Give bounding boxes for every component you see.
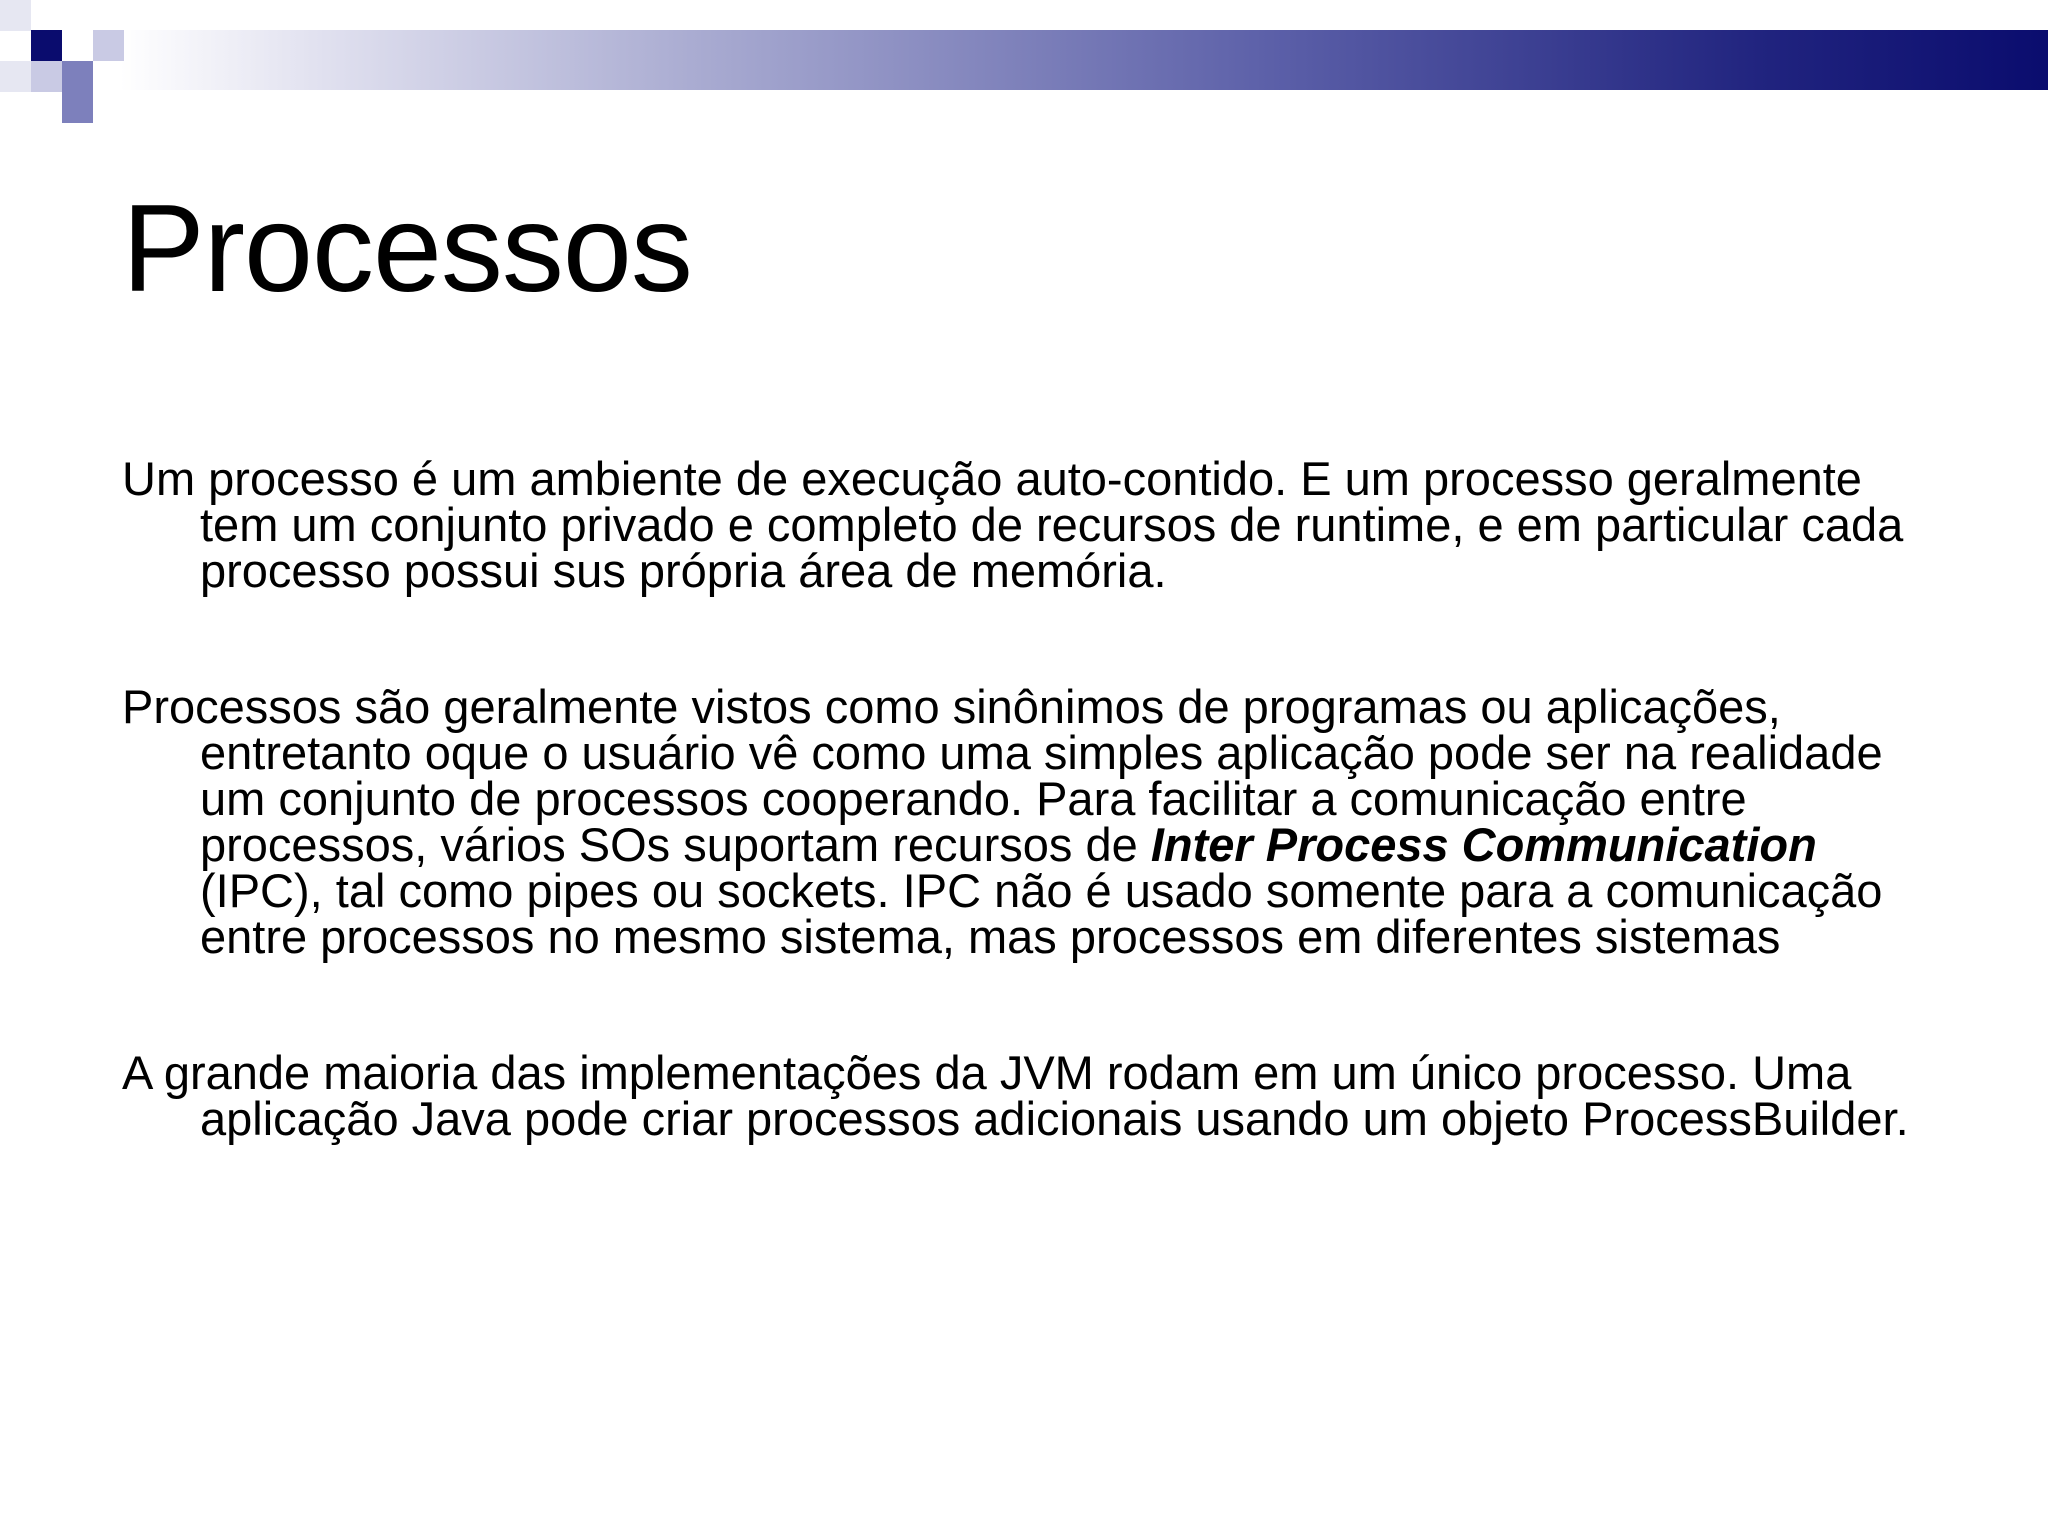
- paragraph-2-text-before: Processos são geralmente vistos como sinônimos de programas ou aplicações, entretanto oque o usuário vê como uma simples aplicação pode ser na realidade um conjunto de processos cooperando. Para facilitar a comunicação entre processos, vários SOs suportam recursos de: [122, 680, 1883, 871]
- ipc-emphasis: Inter Process Communication: [1150, 818, 1817, 871]
- slide-title: Processos: [122, 180, 692, 318]
- paragraph-3: A grande maioria das implementações da JVM rodam em um único processo. Uma aplicação Java pode criar processos adicionais usando um objeto ProcessBuilder.: [122, 1046, 1909, 1145]
- decor-square: [93, 30, 124, 61]
- decor-square: [62, 92, 93, 123]
- paragraph-2: [122, 680, 1942, 963]
- decor-square: [31, 61, 62, 92]
- decor-square: [31, 30, 62, 61]
- decor-square: [0, 61, 31, 92]
- slide-body: [122, 452, 1942, 1145]
- decor-square: [62, 61, 93, 92]
- paragraph-1: Um processo é um ambiente de execução auto-contido. E um processo geralmente tem um conjunto privado e completo de recursos de runtime, e em particular cada processo possui sus própria área de memória.: [122, 452, 1904, 597]
- decor-square: [0, 0, 31, 31]
- paragraph-2-text-after: (IPC), tal como pipes ou sockets. IPC não é usado somente para a comunicação entre processos no mesmo sistema, mas processos em diferentes sistemas: [200, 864, 1883, 963]
- header-gradient-band: [120, 30, 2048, 90]
